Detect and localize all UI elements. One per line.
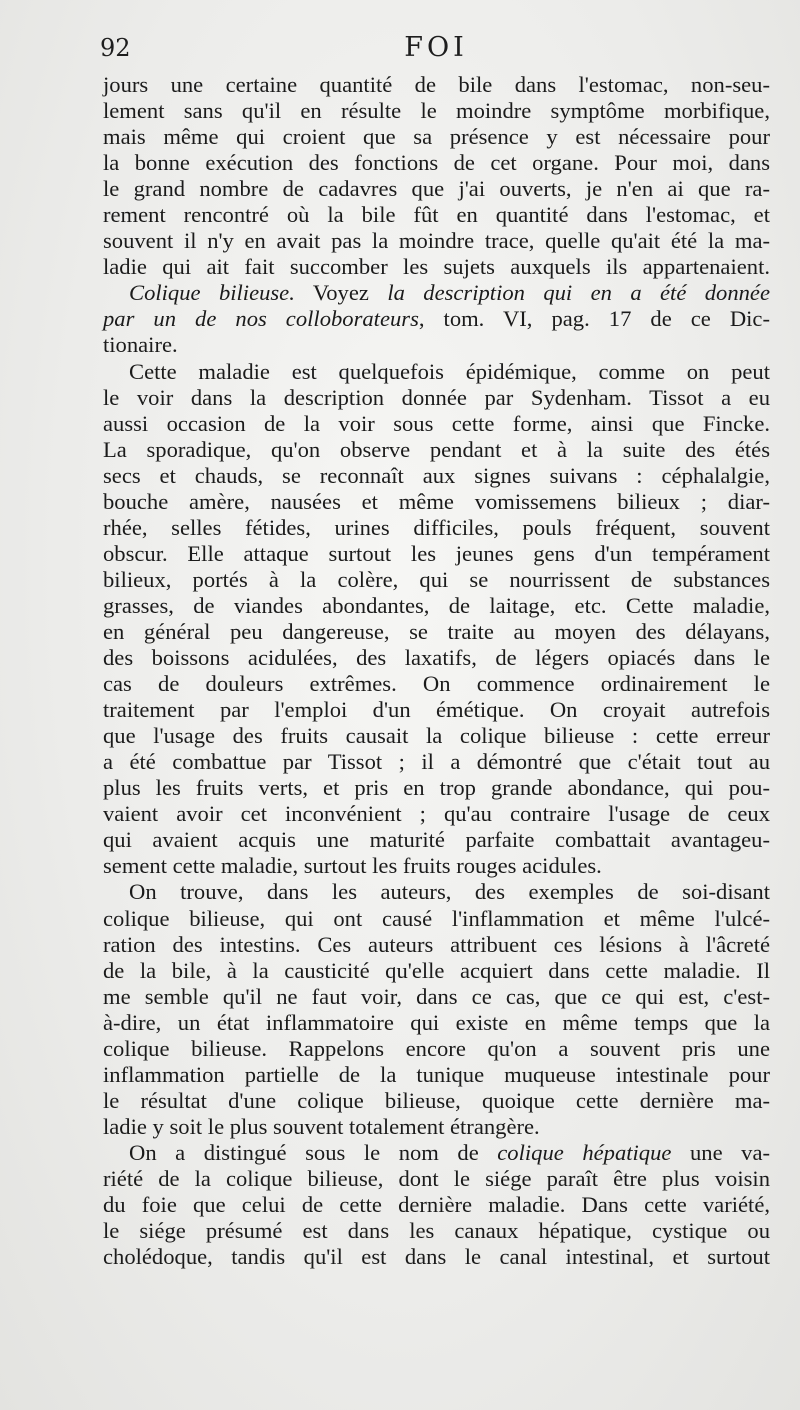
text-line: sement cette maladie, surtout les fruits rouges acidules. (103, 853, 602, 879)
page-number: 92 (100, 34, 131, 62)
running-head: FOI (404, 32, 468, 63)
text-line: ration des intestins. Ces auteurs attribuent ces lésions à l'âcreté (103, 931, 770, 957)
text-line: ladie y soit le plus souvent totalement étrangère. (103, 1113, 540, 1139)
text-line: le siége présumé est dans les canaux hépatique, cystique ou (103, 1218, 770, 1244)
text-line: des boissons acidulées, des laxatifs, de légers opiacés dans le (103, 645, 770, 671)
paragraph (103, 1140, 770, 1270)
text-line: Cette maladie est quelquefois épidémique, comme on peut (129, 358, 770, 384)
paragraph (103, 72, 770, 280)
text-line: bilieux, portés à la colère, qui se nourrissent de substances (103, 566, 770, 592)
text-line: La sporadique, qu'on observe pendant et à la suite des étés (103, 436, 770, 462)
text-line: me semble qu'il ne faut voir, dans ce cas, que ce qui est, c'est- (103, 983, 770, 1009)
text-line: a été combattue par Tissot ; il a démontré que c'était tout au (103, 749, 770, 775)
text-line: qui avaient acquis une maturité parfaite combattait avantageu- (103, 827, 770, 853)
text-line: par un de nos colloborateurs, tom. VI, pag. 17 de ce Dic- (103, 306, 770, 332)
text-line: en général peu dangereuse, se traite au moyen des délayans, (103, 618, 770, 644)
text-line: colique bilieuse, qui ont causé l'inflammation et même l'ulcé- (103, 905, 770, 931)
text-line: que l'usage des fruits causait la colique bilieuse : cette erreur (103, 723, 770, 749)
text-line: cas de douleurs extrêmes. On commence ordinairement le (103, 671, 770, 697)
text-line: jours une certaine quantité de bile dans l'estomac, non-seu- (103, 72, 770, 97)
text-line: grasses, de viandes abondantes, de laitage, etc. Cette maladie, (103, 592, 770, 618)
text-line: souvent il n'y en avait pas la moindre trace, quelle qu'ait été la ma- (103, 228, 770, 254)
text-line: lement sans qu'il en résulte le moindre symptôme morbifique, (103, 98, 770, 124)
text-line: le grand nombre de cadavres que j'ai ouverts, je n'en ai que ra- (103, 176, 770, 202)
text-line: bouche amère, nausées et même vomissemens bilieux ; diar- (103, 488, 770, 514)
text-line: cholédoque, tandis qu'il est dans le canal intestinal, et surtout (103, 1244, 770, 1270)
text-line: du foie que celui de cette dernière maladie. Dans cette variété, (103, 1192, 770, 1218)
text-line: On trouve, dans les auteurs, des exemples de soi-disant (129, 879, 770, 905)
text-line: colique bilieuse. Rappelons encore qu'on a souvent pris une (103, 1035, 770, 1061)
text-line: plus les fruits verts, et pris en trop grande abondance, qui pou- (103, 775, 770, 801)
italic-text: colique hépatique (497, 1139, 672, 1165)
italic-text: la description qui en a été donnée (387, 280, 770, 306)
paragraph (103, 359, 770, 880)
text-line: aussi occasion de la voir sous cette forme, ainsi que Fincke. (103, 410, 770, 436)
text-line: Colique bilieuse. Voyez la description qui en a été donnée (129, 280, 770, 306)
text-line: à-dire, un état inflammatoire qui existe en même temps que la (103, 1009, 770, 1035)
page-header (100, 34, 772, 68)
text-line: le résultat d'une colique bilieuse, quoique cette dernière ma- (103, 1087, 770, 1113)
body-text (103, 72, 770, 1270)
text-line: secs et chauds, se reconnaît aux signes suivans : céphalalgie, (103, 462, 770, 488)
text-line: le voir dans la description donnée par Sydenham. Tissot a eu (103, 384, 770, 410)
text-line: tionaire. (103, 332, 178, 358)
italic-text: par un de nos colloborateurs (103, 306, 419, 332)
text-line: vaient avoir cet inconvénient ; qu'au contraire l'usage de ceux (103, 801, 770, 827)
text-line: inflammation partielle de la tunique muqueuse intestinale pour (103, 1061, 770, 1087)
italic-text: Colique bilieuse. (129, 280, 295, 306)
text-line: On a distingué sous le nom de colique hépatique une va- (129, 1139, 770, 1165)
text-line: la bonne exécution des fonctions de cet organe. Pour moi, dans (103, 150, 770, 176)
paragraph-colique-bilieuse (103, 280, 770, 358)
text-line: obscur. Elle attaque surtout les jeunes gens d'un tempérament (103, 540, 770, 566)
text-line: rement rencontré où la bile fût en quantité dans l'estomac, et (103, 202, 770, 228)
text-line: ladie qui ait fait succomber les sujets auxquels ils appartenaient. (103, 254, 770, 280)
text-line: traitement par l'emploi d'un émétique. On croyait autrefois (103, 697, 770, 723)
text-line: mais même qui croient que sa présence y est nécessaire pour (103, 124, 770, 150)
paragraph (103, 879, 770, 1139)
text-line: rhée, selles fétides, urines difficiles, pouls fréquent, souvent (103, 514, 770, 540)
text-line: riété de la colique bilieuse, dont le siége paraît être plus voisin (103, 1165, 770, 1191)
text-line: de la bile, à la causticité qu'elle acquiert dans cette maladie. Il (103, 957, 770, 983)
